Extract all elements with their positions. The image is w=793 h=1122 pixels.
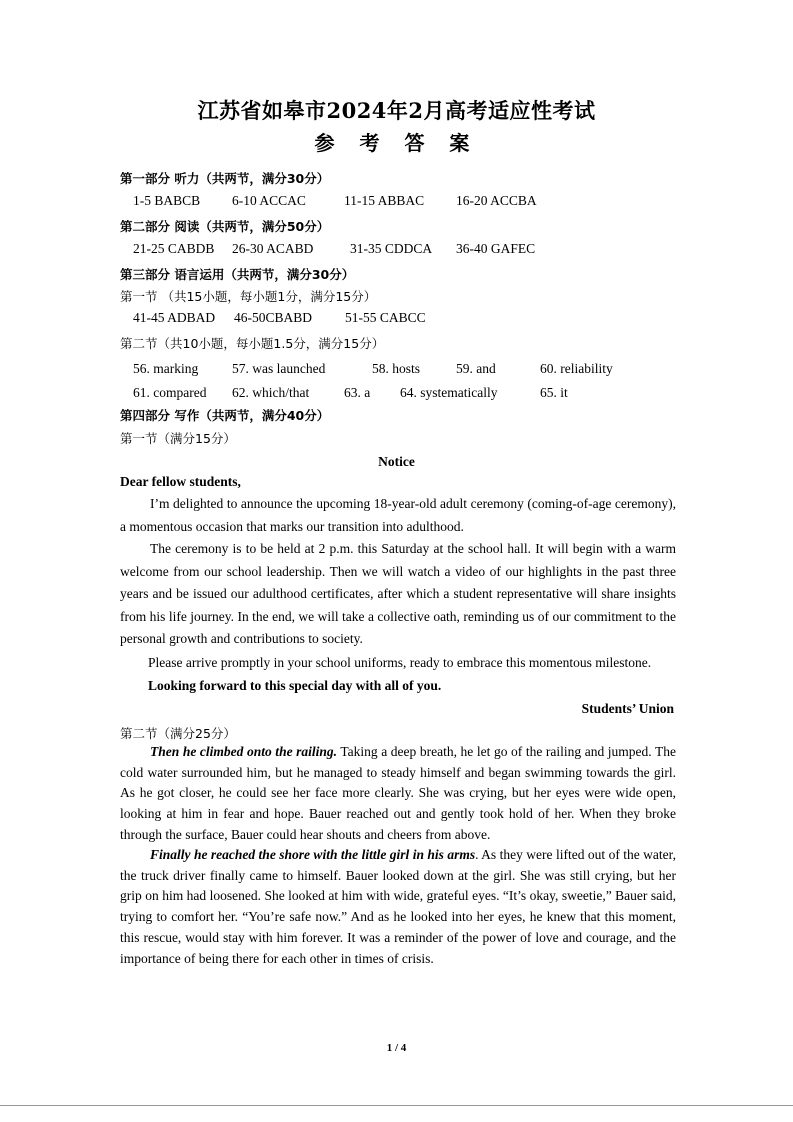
- part4-section1-heading: 第一节（满分15分）: [120, 431, 236, 446]
- part2-answer: 31-35 CDDCA: [350, 241, 433, 256]
- part3-s2-answer: 57. was launched: [232, 361, 326, 376]
- notice-paragraph: I’m delighted to announce the upcoming 18-year-old adult ceremony (coming-of-age ceremony), a momentous occasion that marks our transition into adulthood.: [120, 496, 676, 534]
- part3-s1-answer: 46-50CBABD: [234, 310, 313, 325]
- story-paragraph: [120, 845, 676, 969]
- part3-s1-answer: 41-45 ADBAD: [133, 310, 216, 325]
- part2-answer: 21-25 CABDB: [133, 241, 215, 256]
- page-number: 1 / 4: [386, 1042, 407, 1054]
- page-bottom-rule: [0, 1105, 793, 1106]
- notice-signature: Students’ Union: [581, 701, 674, 716]
- part3-s2-answer: 62. which/that: [232, 385, 310, 400]
- part3-section2-heading: 第二节（共10小题，每小题1.5分，满分15分）: [120, 336, 385, 351]
- part1-heading: 第一部分 听力（共两节，满分30分）: [120, 171, 330, 186]
- notice-paragraph: The ceremony is to be held at 2 p.m. this Saturday at the school hall. It will begin with a warm welcome from our school leadership. Then we will watch a video of our highlights in the past three years and be issued our adulthood certificates, after which a student representative will share insights from his life journey. In the end, we will take a collective oath, reminding us of our commitment to the personal growth and contributions to society.: [120, 541, 676, 647]
- part1-answer: 11-15 ABBAC: [344, 193, 425, 208]
- answer-key-title: 参 考 答 案: [314, 131, 479, 155]
- story-paragraph: [120, 742, 676, 846]
- part2-answer: 36-40 GAFEC: [456, 241, 536, 256]
- part3-heading: 第三部分 语言运用（共两节，满分30分）: [120, 267, 355, 282]
- part2-heading: 第二部分 阅读（共两节，满分50分）: [120, 219, 330, 234]
- notice-title: Notice: [378, 454, 415, 469]
- part4-heading: 第四部分 写作（共两节，满分40分）: [120, 408, 330, 423]
- part3-s2-answer: 63. a: [344, 385, 371, 400]
- part3-section1-heading: 第一节 （共15小题，每小题1分，满分15分）: [120, 289, 377, 304]
- part3-s2-answer: 64. systematically: [400, 385, 498, 400]
- notice-closing: Looking forward to this special day with all of you.: [148, 678, 442, 693]
- part1-answer: 1-5 BABCB: [133, 193, 201, 208]
- part3-s2-answer: 60. reliability: [540, 361, 613, 376]
- part3-s2-answer: 61. compared: [133, 385, 207, 400]
- exam-title: 江苏省如皋市2024年2月高考适应性考试: [197, 98, 596, 123]
- part3-s1-answer: 51-55 CABCC: [345, 310, 426, 325]
- part1-answer: 16-20 ACCBA: [456, 193, 537, 208]
- notice-paragraph: Please arrive promptly in your school uniforms, ready to embrace this momentous milestone.: [148, 655, 652, 670]
- part1-answer: 6-10 ACCAC: [232, 193, 306, 208]
- part3-s2-answer: 65. it: [540, 385, 568, 400]
- story-lead-sentence: Then he climbed onto the railing.: [150, 744, 338, 759]
- story-lead-sentence: Finally he reached the shore with the little girl in his arms: [150, 847, 476, 862]
- part3-s2-answer: 56. marking: [133, 361, 199, 376]
- part3-s2-answer: 59. and: [456, 361, 496, 376]
- notice-greeting: Dear fellow students,: [120, 474, 241, 489]
- story-text: Taking a deep breath, he let go of the railing and jumped. The cold water surrounded him, but he managed to steady himself and began swimming towards the girl. As he got closer, he could see her face more clearly. She was crying, but her eyes were wide open, looking at him in fear and hope. Bauer reached out and gently took hold of her. When they broke through the surface, Bauer could hear shouts and cheers from above.: [120, 744, 676, 842]
- story-text: . As they were lifted out of the water, the truck driver finally came to himself. Bauer looked down at the girl. She was still crying, but her grip on him had loosened. She looked at him with wide, grateful eyes. “It’s okay, sweetie,” Bauer said, trying to comfort her. “You’re safe now.” And as he looked into her eyes, he knew that this moment, this rescue, would stay with him forever. It was a reminder of the power of love and courage, and the importance of being there for each other in times of crisis.: [120, 847, 677, 966]
- part2-answer: 26-30 ACABD: [232, 241, 314, 256]
- part4-section2-heading: 第二节（满分25分）: [120, 726, 236, 741]
- part3-s2-answer: 58. hosts: [372, 361, 421, 376]
